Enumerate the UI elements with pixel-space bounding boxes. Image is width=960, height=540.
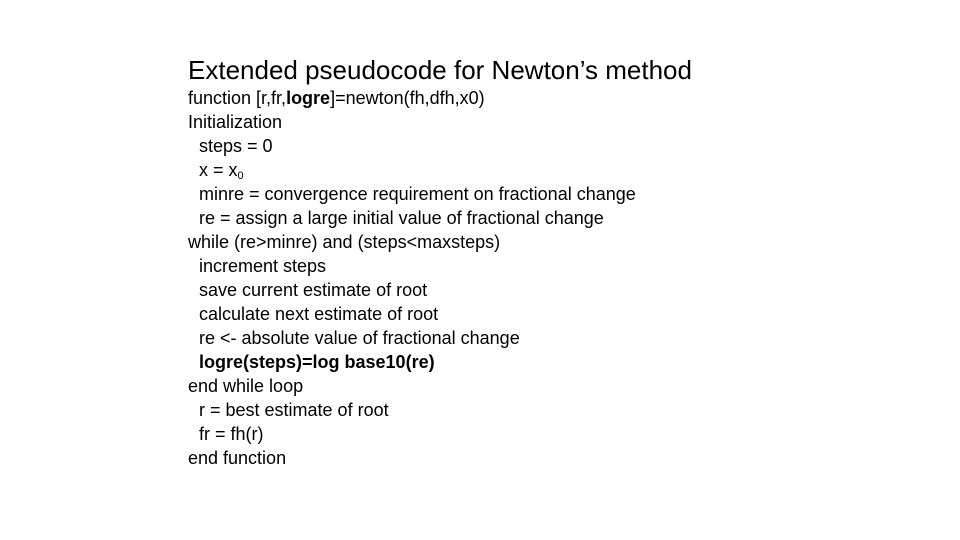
final-fr-line: fr = fh(r) — [199, 424, 264, 444]
end-while-line: end while loop — [188, 376, 304, 396]
slide-title: Extended pseudocode for Newton’s method — [188, 55, 692, 85]
init-minre-line: minre = convergence requirement on fractional change — [199, 184, 636, 204]
loop-calc-line: calculate next estimate of root — [199, 304, 439, 324]
init-x-text: x = x — [199, 160, 238, 180]
init-x-subscript: 0 — [237, 170, 244, 182]
function-signature-prefix: function [r,fr, — [188, 88, 287, 108]
init-x-line — [188, 158, 636, 182]
loop-re-line: re <- absolute value of fractional change — [199, 328, 520, 348]
while-header: while (re>minre) and (steps<maxsteps) — [188, 232, 501, 252]
function-signature-bold: logre — [286, 88, 331, 108]
end-function-line: end function — [188, 448, 287, 468]
init-steps-line: steps = 0 — [199, 136, 273, 156]
function-signature-suffix: ]=newton(fh,dfh,x0) — [330, 88, 485, 108]
pseudocode-block — [188, 86, 636, 470]
final-r-line: r = best estimate of root — [199, 400, 389, 420]
init-re-line: re = assign a large initial value of fractional change — [199, 208, 604, 228]
loop-increment-line: increment steps — [199, 256, 327, 276]
function-signature-line — [188, 86, 636, 110]
loop-save-line: save current estimate of root — [199, 280, 428, 300]
initialization-header: Initialization — [188, 112, 283, 132]
loop-logre-line: logre(steps)=log base10(re) — [199, 352, 435, 372]
